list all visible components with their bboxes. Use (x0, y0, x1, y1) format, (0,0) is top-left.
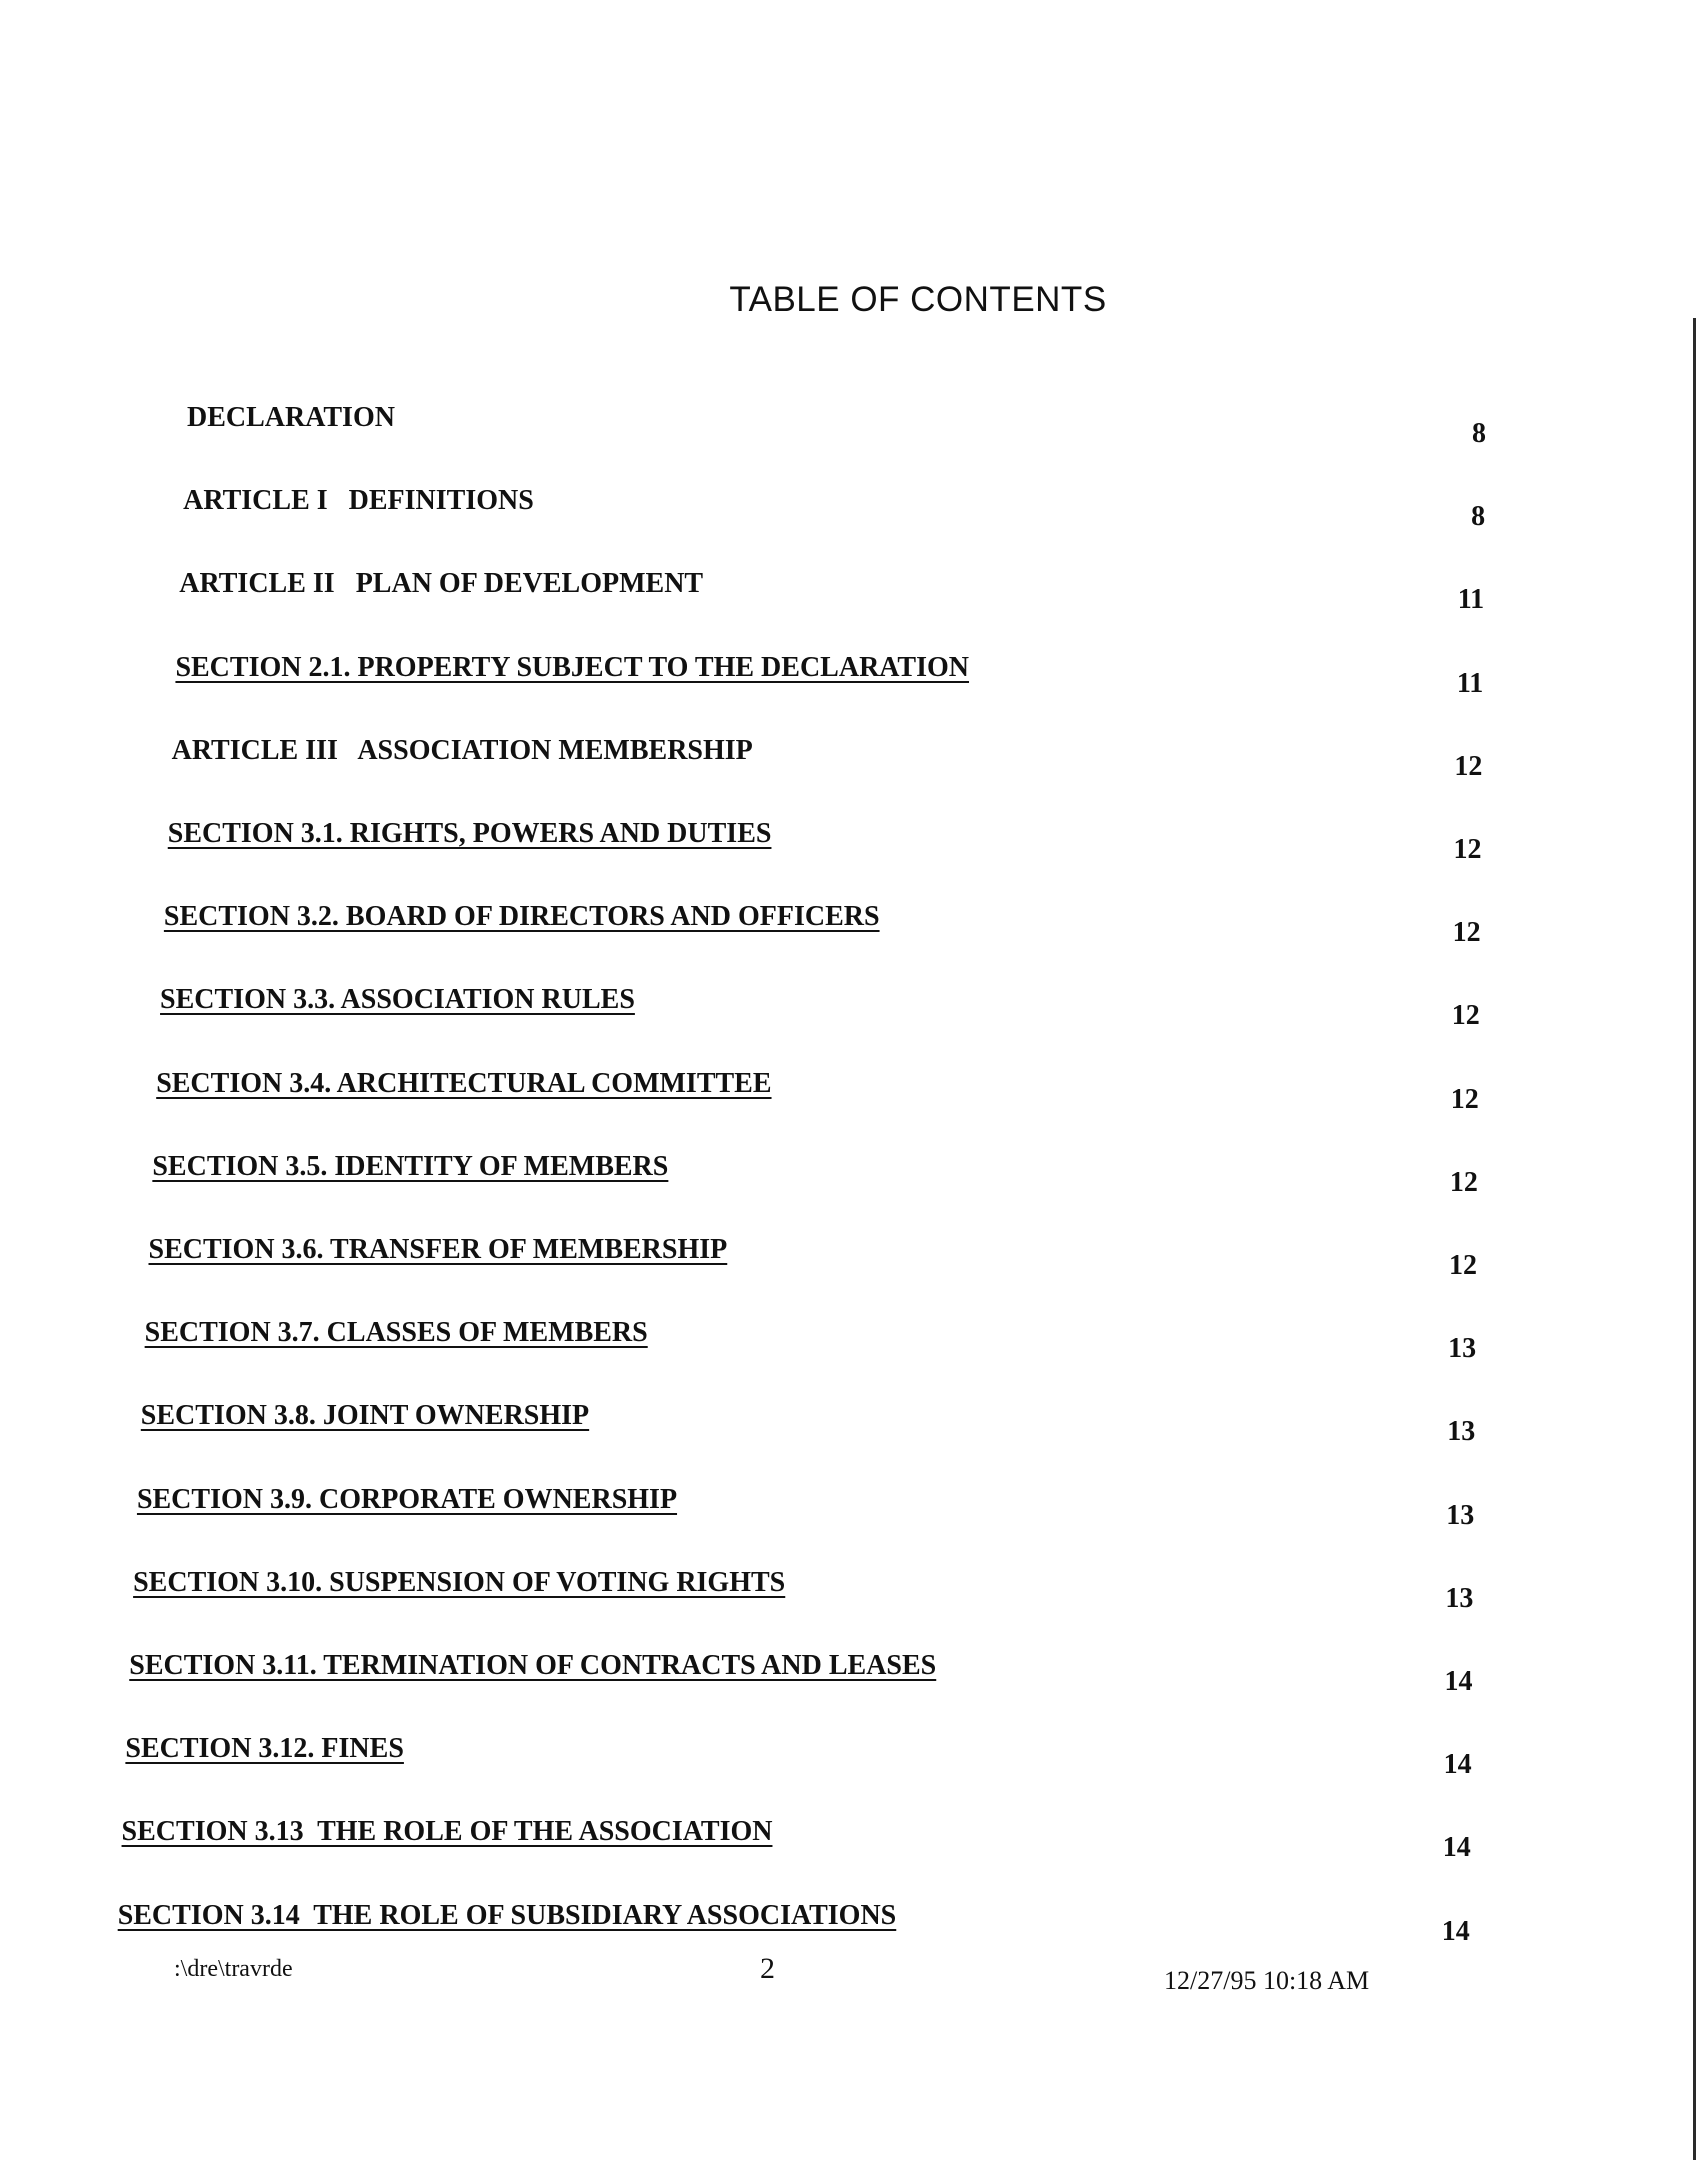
footer-datetime: 12/27/95 10:18 AM (1164, 1966, 1370, 1995)
toc-entry-title: SECTION 3.8. JOINT OWNERSHIP (140, 1400, 590, 1432)
toc-entry-title: ARTICLE I DEFINITIONS (183, 485, 534, 517)
toc-entry-title: SECTION 3.11. TERMINATION OF CONTRACTS AND LEASES (129, 1650, 937, 1681)
toc-entry-page: 12 (1449, 1250, 1477, 1281)
toc-entry-title: SECTION 3.9. CORPORATE OWNERSHIP (136, 1483, 678, 1515)
toc-entry (0, 652, 1696, 702)
toc-entry (0, 402, 1696, 452)
toc-entry (0, 1151, 1696, 1201)
toc-entry (0, 818, 1696, 868)
toc-entry-title: SECTION 3.14 THE ROLE OF SUBSIDIARY ASSOCIATIONS (117, 1899, 897, 1931)
toc-entry-page: 14 (1442, 1832, 1471, 1864)
toc-entry-title: ARTICLE II PLAN OF DEVELOPMENT (179, 568, 704, 600)
toc-entry (0, 984, 1696, 1034)
toc-entry (0, 1900, 1696, 1950)
toc-entry (0, 1234, 1696, 1284)
toc-entry (0, 485, 1696, 535)
toc-entry (0, 1484, 1696, 1534)
toc-entry (0, 901, 1696, 951)
toc-entry (0, 568, 1696, 618)
page-title: TABLE OF CONTENTS (729, 280, 1107, 319)
toc-entry-title: SECTION 3.2. BOARD OF DIRECTORS AND OFFICERS (163, 901, 880, 933)
toc-entry (0, 1400, 1696, 1450)
toc-entry-page: 14 (1441, 1915, 1470, 1947)
toc-entry-page: 12 (1452, 917, 1481, 949)
toc-entry-page: 14 (1443, 1749, 1472, 1781)
toc-entry-title: SECTION 3.13 THE ROLE OF THE ASSOCIATION (121, 1816, 773, 1848)
toc-entry (0, 1816, 1696, 1866)
footer-file-path: :\dre\travrde (174, 1956, 293, 1982)
toc-entry-title: SECTION 3.1. RIGHTS, POWERS AND DUTIES (167, 818, 772, 849)
toc-entry-title: SECTION 3.4. ARCHITECTURAL COMMITTEE (156, 1067, 772, 1099)
toc-entry-page: 8 (1471, 501, 1486, 533)
toc-entry-title: SECTION 3.5. IDENTITY OF MEMBERS (152, 1150, 669, 1182)
toc-entry-page: 12 (1454, 750, 1483, 782)
toc-entry (0, 1068, 1696, 1118)
toc-entry-page: 11 (1457, 584, 1485, 616)
toc-entry-page: 13 (1447, 1416, 1476, 1448)
toc-entry-page: 14 (1444, 1666, 1473, 1697)
toc-entry (0, 1317, 1696, 1367)
toc-entry-page: 12 (1451, 1000, 1480, 1032)
toc-entry (0, 735, 1696, 785)
toc-entry-title: SECTION 3.7. CLASSES OF MEMBERS (144, 1317, 648, 1349)
toc-entry-page: 12 (1449, 1166, 1478, 1198)
toc-entry-title: SECTION 2.1. PROPERTY SUBJECT TO THE DECLARATION (175, 651, 970, 683)
toc-entry-page: 13 (1445, 1582, 1474, 1614)
footer-page-number: 2 (760, 1952, 775, 1985)
toc-entry-page: 11 (1456, 667, 1484, 699)
toc-entry-page: 8 (1472, 418, 1486, 449)
toc-entry (0, 1650, 1696, 1700)
toc-entry (0, 1567, 1696, 1617)
toc-entry-title: SECTION 3.6. TRANSFER OF MEMBERSHIP (148, 1234, 728, 1265)
toc-entry-page: 12 (1453, 834, 1482, 865)
toc-entry-page: 13 (1446, 1499, 1475, 1531)
toc-entry-title: SECTION 3.10. SUSPENSION OF VOTING RIGHTS (133, 1566, 786, 1598)
toc-entry-title: SECTION 3.3. ASSOCIATION RULES (160, 984, 635, 1016)
toc-entry-title: SECTION 3.12. FINES (125, 1733, 404, 1765)
toc-entry (0, 1733, 1696, 1783)
toc-entry-title: ARTICLE III ASSOCIATION MEMBERSHIP (171, 734, 753, 766)
toc-entry-title: DECLARATION (187, 402, 395, 433)
toc-entry-page: 13 (1448, 1333, 1477, 1365)
toc-entry-page: 12 (1450, 1083, 1479, 1115)
